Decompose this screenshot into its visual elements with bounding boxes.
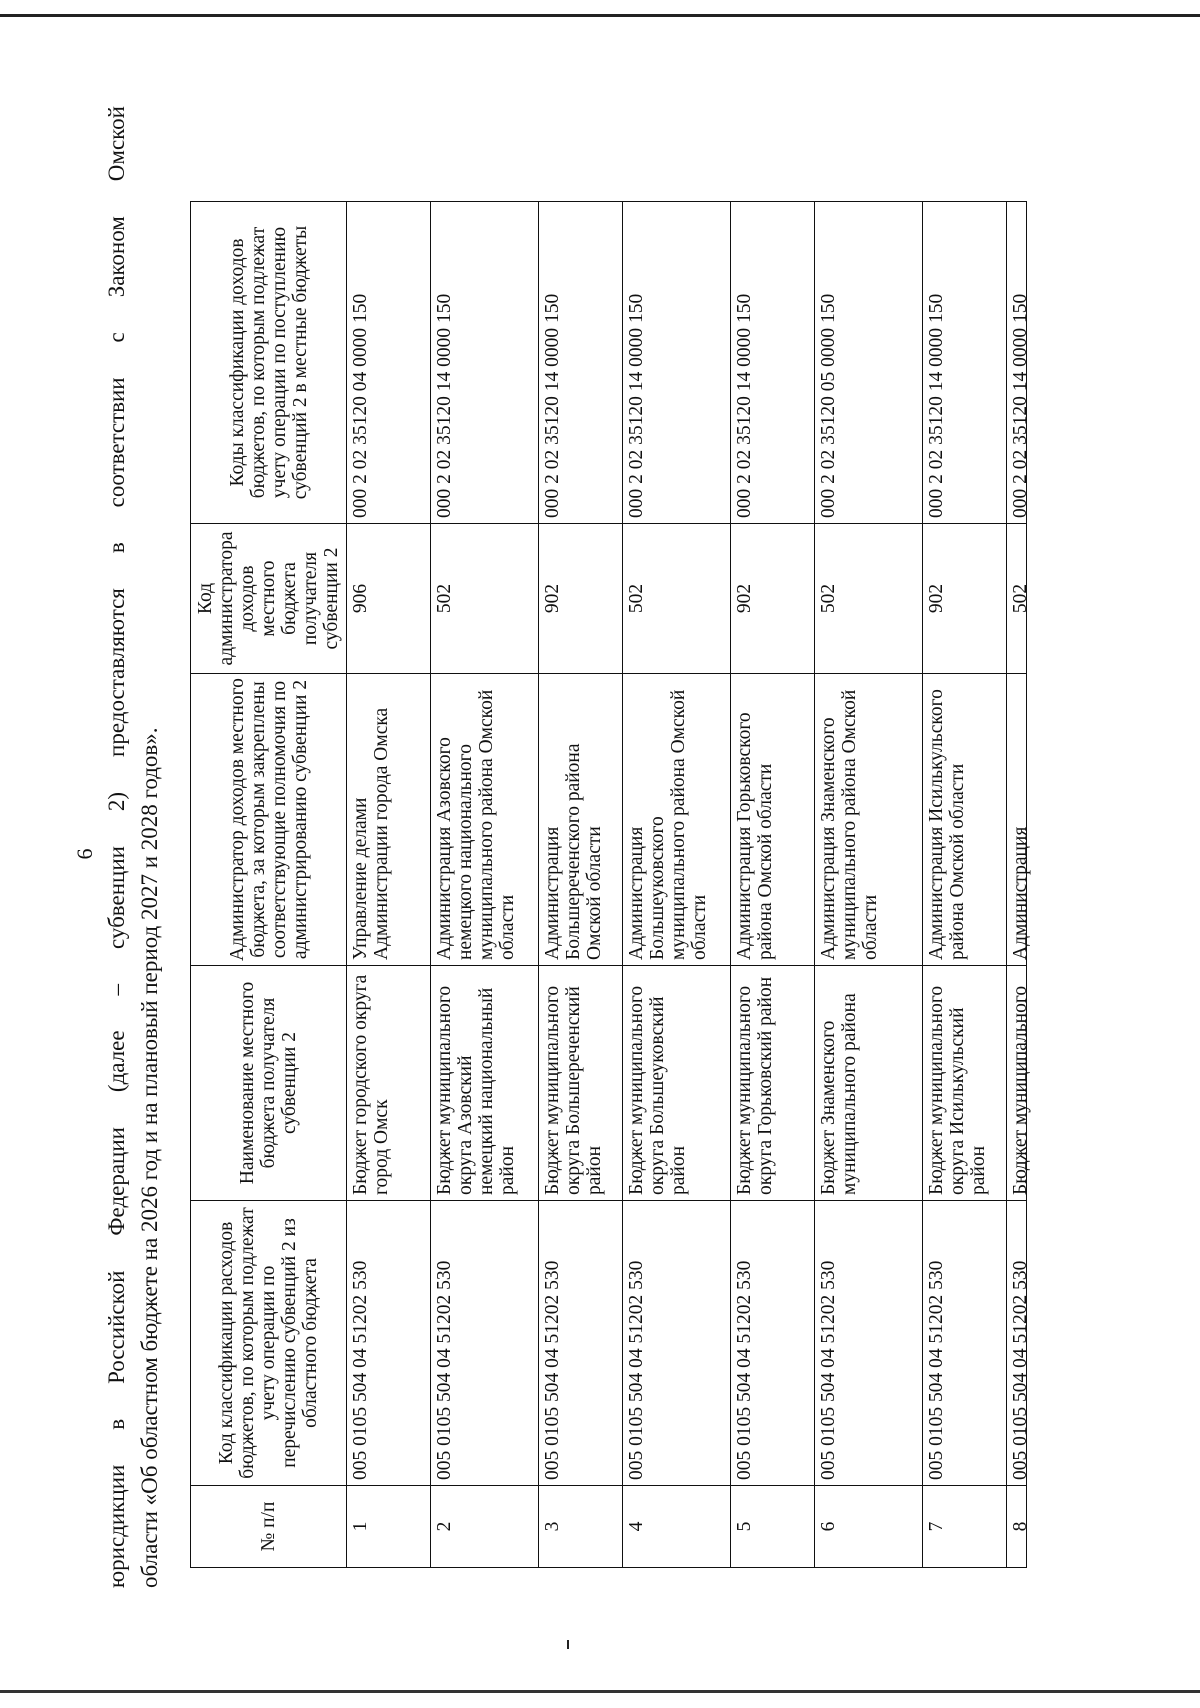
- administrator: Управление делами Администрации города Омска: [347, 674, 431, 966]
- header-budget-name: Наименование местного бюджета получателя субвенции 2: [191, 966, 347, 1201]
- expense-code: 005 0105 504 04 51202 530: [923, 1201, 1007, 1486]
- administrator: Администрация Горьковского района Омской области: [731, 674, 815, 966]
- table-row: [431, 202, 539, 1568]
- table-row: [623, 202, 731, 1568]
- intro-paragraph: [100, 106, 166, 1588]
- income-code: [1007, 202, 1031, 524]
- row-number: 5: [731, 1486, 815, 1568]
- income-code: 000 2 02 35120 14 0000 150: [431, 202, 539, 524]
- admin-code: [1007, 524, 1031, 674]
- page-number: 6: [72, 848, 97, 860]
- budget-name: [1007, 966, 1031, 1201]
- income-code: 000 2 02 35120 14 0000 150: [539, 202, 623, 524]
- expense-code: 005 0105 504 04 51202 530: [431, 1201, 539, 1486]
- administrator: Администрация Знаменского муниципального района Омской области: [815, 674, 923, 966]
- admin-code: 502: [623, 524, 731, 674]
- expense-code: 005 0105 504 04 51202 530: [347, 1201, 431, 1486]
- row-number: 1: [347, 1486, 431, 1568]
- row-number: 6: [815, 1486, 923, 1568]
- income-code: 000 2 02 35120 04 0000 150: [347, 202, 431, 524]
- table-row: [1007, 202, 1027, 1568]
- income-code: 000 2 02 35120 14 0000 150: [731, 202, 815, 524]
- intro-line-1: юрисдикции в Российской Федерации (далее – субвенции 2) предоставляются в соответствии с Законом Омской: [104, 106, 129, 1588]
- intro-line-2: области «Об областном бюджете на 2026 год и на плановый период 2027 и 2028 годов».: [137, 727, 162, 1588]
- budget-name-text: Бюджет муниципального: [1010, 985, 1031, 1195]
- admin-code: 902: [731, 524, 815, 674]
- row-number-text: 8: [1010, 1521, 1031, 1532]
- table-row: [923, 202, 1007, 1568]
- table-header-row: [191, 202, 347, 1568]
- subvention-table: [190, 201, 1031, 1568]
- administrator: [1007, 674, 1031, 966]
- administrator: Администрация Большереченского района Омской области: [539, 674, 623, 966]
- administrator-text: Администрация: [1010, 826, 1031, 960]
- expense-code: 005 0105 504 04 51202 530: [623, 1201, 731, 1486]
- admin-code: 902: [923, 524, 1007, 674]
- header-expense-code: Код классификации расходов бюджетов, по которым подлежат учету операции по перечислению субвенций 2 из областного бюджета: [191, 1201, 347, 1486]
- header-number: № п/п: [191, 1486, 347, 1568]
- admin-code: 902: [539, 524, 623, 674]
- row-number: 2: [431, 1486, 539, 1568]
- administrator: Администрация Азовского немецкого национального муниципального района Омской области: [431, 674, 539, 966]
- budget-name: Бюджет муниципального округа Большеуковский район: [623, 966, 731, 1201]
- header-admin-code: Код администратора доходов местного бюджета получателя субвенции 2: [191, 524, 347, 674]
- row-number: 3: [539, 1486, 623, 1568]
- expense-code: 005 0105 504 04 51202 530: [815, 1201, 923, 1486]
- row-number: 7: [923, 1486, 1007, 1568]
- budget-name: Бюджет муниципального округа Горьковский район: [731, 966, 815, 1201]
- expense-code: 005 0105 504 04 51202 530: [539, 1201, 623, 1486]
- budget-name: Бюджет муниципального округа Исилькульский район: [923, 966, 1007, 1201]
- budget-name: Бюджет городского округа город Омск: [347, 966, 431, 1201]
- row-number: 4: [623, 1486, 731, 1568]
- income-code: 000 2 02 35120 14 0000 150: [623, 202, 731, 524]
- administrator: Администрация Исилькульского района Омской области: [923, 674, 1007, 966]
- budget-name: Бюджет Знаменского муниципального района: [815, 966, 923, 1201]
- table-row: [815, 202, 923, 1568]
- table-row: [347, 202, 431, 1568]
- admin-code-text: 502: [1010, 583, 1031, 614]
- expense-code-text: 005 0105 504 04 51202 530: [1010, 1260, 1031, 1480]
- expense-code: 005 0105 504 04 51202 530: [731, 1201, 815, 1486]
- table-row: [731, 202, 815, 1568]
- admin-code: 502: [431, 524, 539, 674]
- header-administrator: Администратор доходов местного бюджета, за которым закреплены соответствующие полномочия по администрированию субвенции 2: [191, 674, 347, 966]
- table-row: [539, 202, 623, 1568]
- budget-name: Бюджет муниципального округа Большереченский район: [539, 966, 623, 1201]
- admin-code: 906: [347, 524, 431, 674]
- income-code: 000 2 02 35120 05 0000 150: [815, 202, 923, 524]
- row-number: [1007, 1486, 1031, 1568]
- header-income-code: Коды классификации доходов бюджетов, по которым подлежат учету операции по поступлению субвенций 2 в местные бюджеты: [191, 202, 347, 524]
- income-code-text: 000 2 02 35120 14 0000 150: [1010, 293, 1031, 518]
- admin-code: 502: [815, 524, 923, 674]
- administrator: Администрация Большеуковского муниципального района Омской области: [623, 674, 731, 966]
- budget-name: Бюджет муниципального округа Азовский немецкий национальный район: [431, 966, 539, 1201]
- expense-code: [1007, 1201, 1031, 1486]
- income-code: 000 2 02 35120 14 0000 150: [923, 202, 1007, 524]
